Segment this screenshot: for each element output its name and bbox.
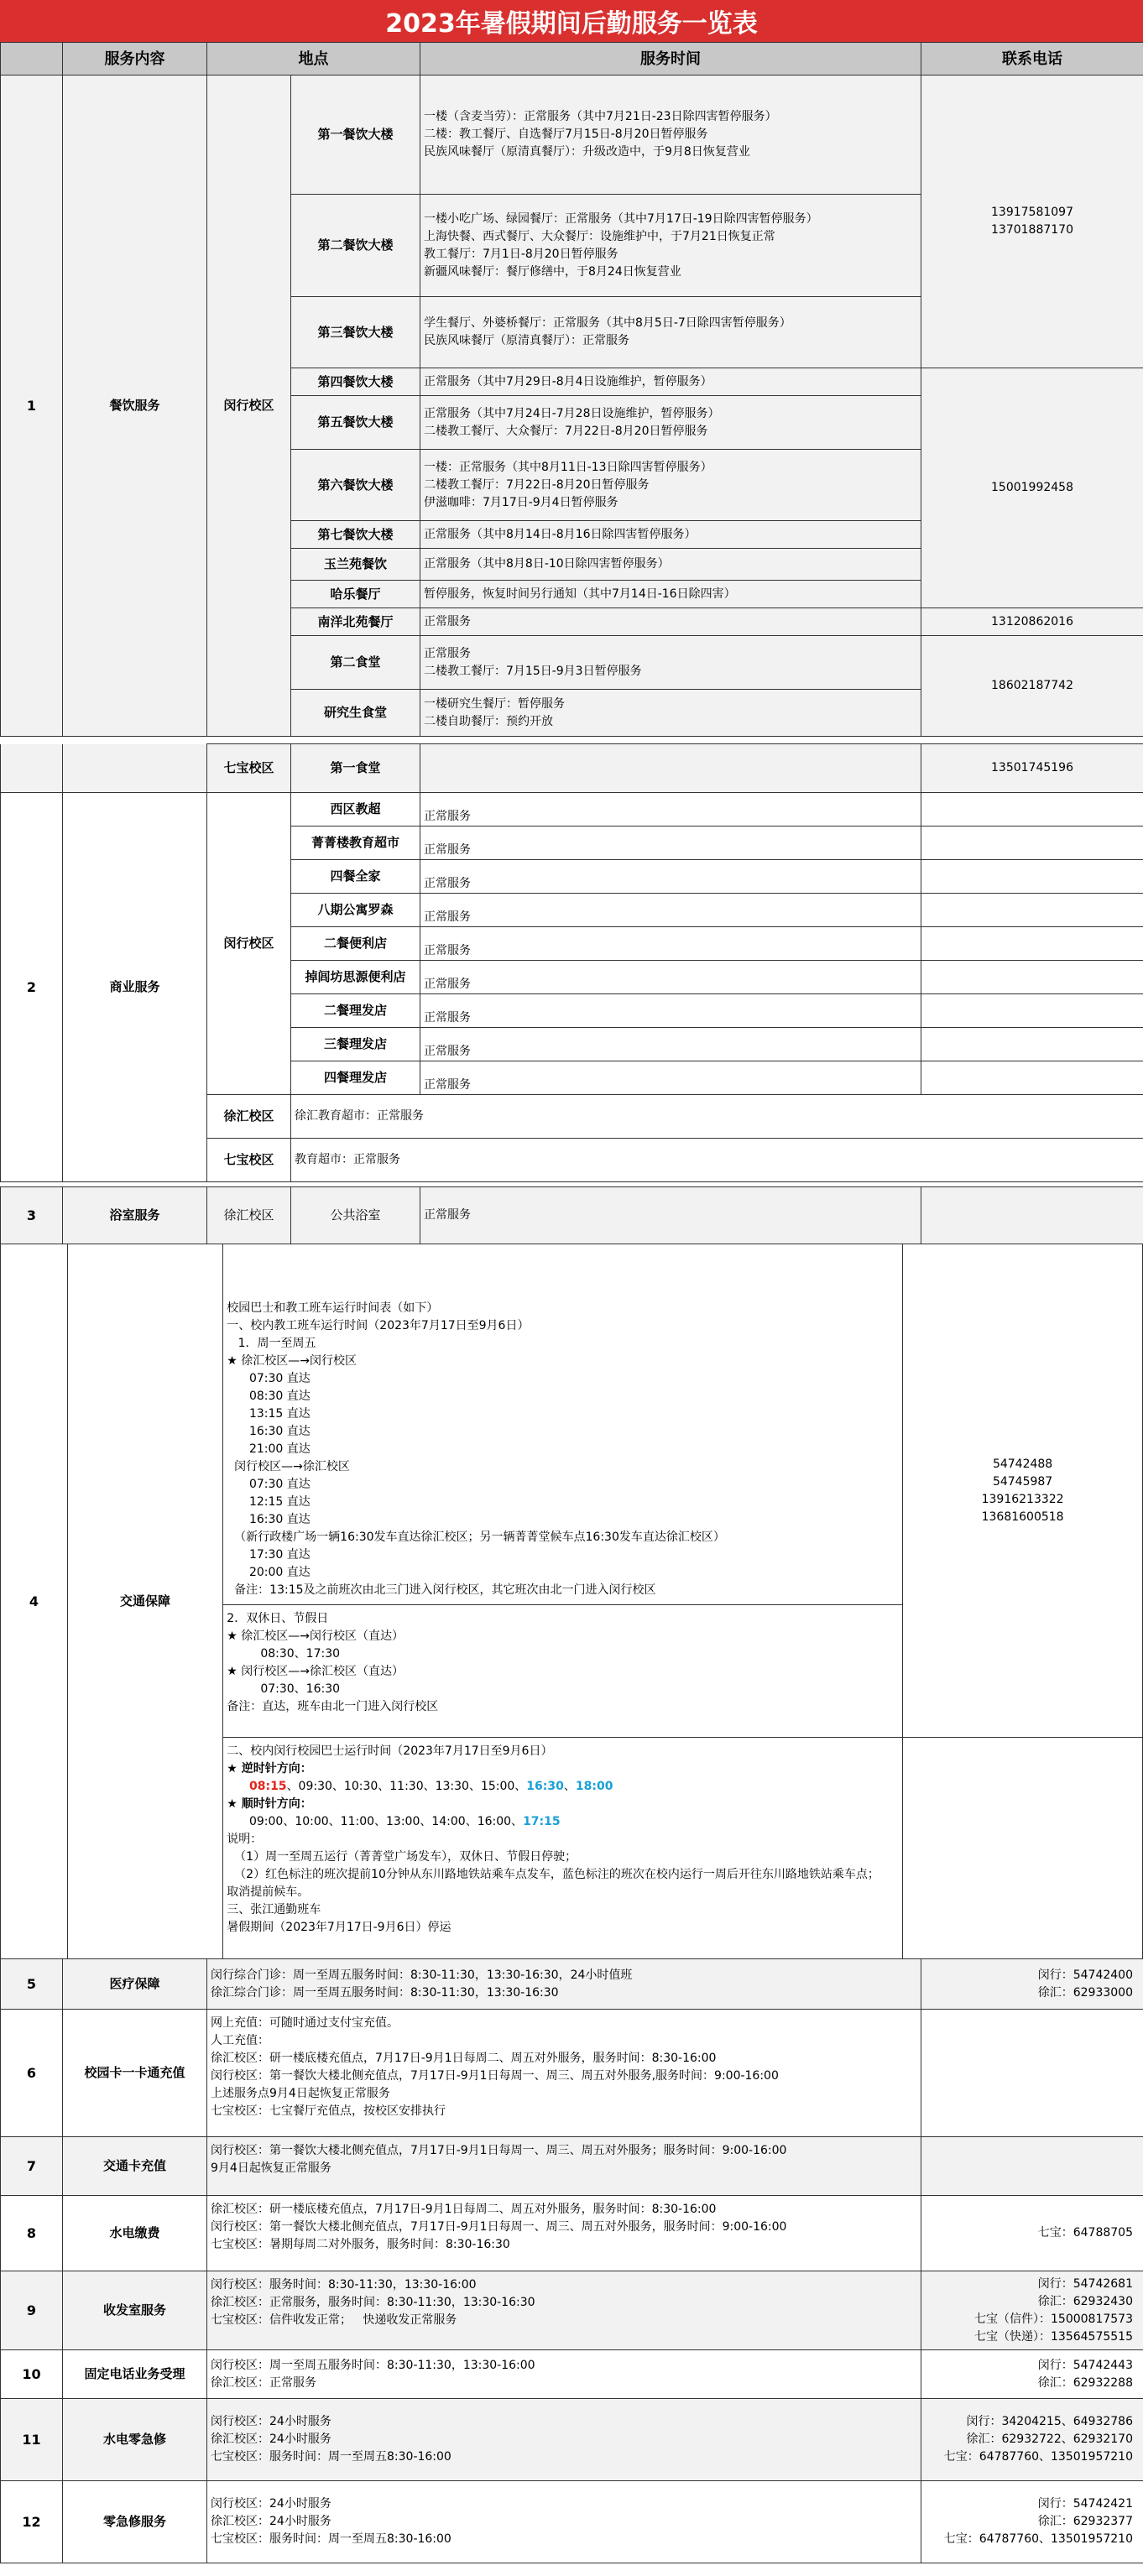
phone-cell: 闵行：54742421 徐汇：62932377 七宝：64787760、13501957210	[921, 2481, 1143, 2563]
table-row	[1, 2350, 1143, 2399]
time-cell: 闵行校区：服务时间：8:30-11:30，13:30-16:00 徐汇校区：正常服务，服务时间：8:30-11:30，13:30-16:30 七宝校区：信件收发正常； 快递收发正常服务	[207, 2271, 921, 2350]
row-category: 交通卡充值	[63, 2137, 207, 2196]
row-number: 9	[1, 2271, 63, 2350]
row-category: 交通保障	[67, 1244, 222, 1959]
phone-cell: 闵行：34204215、64932786 徐汇：62932722、62932170 七宝：64787760、13501957210	[921, 2399, 1143, 2481]
row-category: 零急修服务	[63, 2481, 207, 2563]
campus-bus-schedule	[223, 1738, 903, 1959]
table-row	[1, 2271, 1143, 2350]
location-cell: 第二餐饮大楼	[291, 195, 420, 297]
header-phone: 联系电话	[921, 43, 1143, 76]
time-cell: 正常服务	[420, 961, 921, 994]
row-number: 10	[1, 2350, 63, 2399]
row-number: 3	[1, 1187, 63, 1244]
table-row	[1, 2010, 1143, 2137]
location-cell: 公共浴室	[291, 1187, 420, 1244]
campus-cell: 徐汇校区	[207, 1095, 291, 1139]
bus-schedule-weekday: 校园巴士和教工班车运行时间表（如下） 一、校内教工班车运行时间（2023年7月17日至9月6日） 1．周一至周五 ★ 徐汇校区—→闵行校区 07:30 直达 08:30 直达 13:15 直达 16:30 直达 21:00 直达 闵行校区—→徐汇校区 07:30 直达 12:15 直达 16:30 直达 （新行政楼广场一辆16:30发车直达徐汇校区；另一辆菁菁堂候车点16:30发车直达徐汇校区） 17:30 直达 20:00 直达 备注：13:15及之前班次由北三门进入闵行校区，其它班次由北一门进入闵行校区	[223, 1244, 903, 1605]
location-cell: 南洋北苑餐厅	[291, 608, 420, 636]
location-cell: 四餐理发店	[291, 1061, 420, 1095]
location-cell: 三餐理发店	[291, 1028, 420, 1061]
campus-bus-title: 二、校内闵行校园巴士运行时间（2023年7月17日至9月6日）	[227, 1744, 553, 1758]
header-row	[1, 43, 1143, 76]
table-row	[1, 1244, 1143, 1605]
location-cell: 研究生食堂	[291, 690, 420, 737]
phone-cell	[921, 927, 1143, 961]
location-cell: 第二食堂	[291, 636, 420, 690]
location-cell: 第七餐饮大楼	[291, 521, 420, 549]
phone-cell	[921, 994, 1143, 1028]
location-cell: 第一食堂	[291, 744, 420, 793]
phone-cell	[921, 2010, 1143, 2137]
table-row	[1, 793, 1143, 827]
row-number: 2	[1, 793, 63, 1182]
header-time: 服务时间	[420, 43, 921, 76]
table-row	[1, 76, 1143, 195]
phone-cell: 18602187742	[921, 636, 1143, 737]
row-number: 8	[1, 2196, 63, 2271]
row-category-spacer	[63, 744, 207, 793]
row-category: 餐饮服务	[63, 76, 207, 737]
phone-cell	[921, 961, 1143, 994]
time-cell: 正常服务	[420, 1061, 921, 1095]
location-cell: 二餐理发店	[291, 994, 420, 1028]
time-cell: 正常服务（其中8月14日-8月16日除四害暂停服务）	[420, 521, 921, 549]
phone-cell	[921, 827, 1143, 860]
table-row	[1, 1959, 1143, 2010]
phone-cell: 七宝：64788705	[921, 2196, 1143, 2271]
service-table	[0, 42, 1143, 737]
ccw-times-text: 、09:30、10:30、11:30、13:30、15:00、	[286, 1780, 527, 1793]
time-cell: 正常服务	[420, 894, 921, 927]
phone-cell	[921, 1061, 1143, 1095]
header-content: 服务内容	[63, 43, 207, 76]
bus-notes: 说明： （1）周一至周五运行（菁菁堂广场发车），双休日、节假日停驶； （2）红色标注的班次提前10分钟从东川路地铁站乘车点发车，蓝色标注的班次在校内运行一周后开往东川路地铁站乘车点； 取消提前候车。 三、张江通勤班车 暑假期间（2023年7月17日-9月6日）停运	[227, 1833, 879, 1934]
campus-cell: 闵行校区	[207, 793, 291, 1095]
ccw-red-time: 08:15	[248, 1780, 287, 1793]
time-cell: 正常服务	[420, 1028, 921, 1061]
table-row	[1, 1187, 1143, 1244]
row-category: 水电零急修	[63, 2399, 207, 2481]
phone-cell: 闵行：54742400 徐汇：62933000	[921, 1959, 1143, 2010]
table-row	[1, 2399, 1143, 2481]
row-number: 6	[1, 2010, 63, 2137]
cw-blue-time: 17:15	[523, 1815, 561, 1828]
phone-cell: 13917581097 13701887170	[921, 76, 1143, 368]
row-category: 水电缴费	[63, 2196, 207, 2271]
phone-cell: 闵行：54742681 徐汇：62932430 七宝（信件）：15000817573 七宝（快递）：13564575515	[921, 2271, 1143, 2350]
row-number: 12	[1, 2481, 63, 2563]
time-cell: 闵行校区：24小时服务 徐汇校区：24小时服务 七宝校区：服务时间：周一至周五8:30-16:00	[207, 2399, 921, 2481]
row-category: 校园卡一卡通充值	[63, 2010, 207, 2137]
time-cell: 一楼：正常服务（其中8月11日-13日除四害暂停服务） 二楼教工餐厅：7月22日-8月20日暂停服务 伊滋咖啡：7月17日-9月4日暂停服务	[420, 450, 921, 521]
location-cell: 第四餐饮大楼	[291, 368, 420, 396]
campus-cell: 七宝校区	[207, 744, 291, 793]
table-row	[1, 744, 1143, 793]
time-cell: 正常服务	[420, 1187, 921, 1244]
campus-cell: 七宝校区	[207, 1139, 291, 1182]
time-cell: 正常服务	[420, 608, 921, 636]
service-table-2	[0, 743, 1143, 793]
row-number: 11	[1, 2399, 63, 2481]
time-cell: 一楼小吃广场、绿园餐厅：正常服务（其中7月17日-19日除四害暂停服务） 上海快餐、西式餐厅、大众餐厅：设施维护中，于7月21日恢复正常 教工餐厅：7月1日-8月20日暂停服务 新疆风味餐厅：餐厅修缮中，于8月24日恢复营业	[420, 195, 921, 297]
campus-cell: 闵行校区	[207, 76, 291, 737]
time-cell	[420, 744, 921, 793]
time-cell: 闵行校区：第一餐饮大楼北侧充值点，7月17日-9月1日每周一、周三、周五对外服务；服务时间：9:00-16:00 9月4日起恢复正常服务	[207, 2137, 921, 2196]
time-cell: 暂停服务，恢复时间另行通知（其中7月14日-16日除四害）	[420, 581, 921, 608]
phone-cell: 13501745196	[921, 744, 1143, 793]
time-cell: 徐汇校区：研一楼底楼充值点，7月17日-9月1日每周二、周五对外服务，服务时间：8:30-16:00 闵行校区：第一餐饮大楼北侧充值点，7月17日-9月1日每周一、周三、周五对外服务，服务时间：9:00-16:00 七宝校区：暑期每周二对外服务，服务时间：8:30-16:30	[207, 2196, 921, 2271]
ccw-blue-time-2: 18:00	[575, 1780, 613, 1793]
commerce-table	[0, 792, 1143, 1182]
time-cell: 正常服务	[420, 927, 921, 961]
ccw-blue-time-1: 16:30	[526, 1780, 564, 1793]
phone-cell	[921, 2137, 1143, 2196]
location-cell: 第五餐饮大楼	[291, 396, 420, 450]
cw-times	[227, 1813, 899, 1831]
ccw-sep: 、	[563, 1780, 576, 1793]
time-cell: 正常服务（其中7月24日-7月28日设施维护，暂停服务） 二楼教工餐厅、大众餐厅：7月22日-8月20日暂停服务	[420, 396, 921, 450]
time-cell: 教育超市：正常服务	[291, 1139, 1143, 1182]
location-cell: 菁菁楼教育超市	[291, 827, 420, 860]
table-row	[1, 2196, 1143, 2271]
time-cell: 网上充值：可随时通过支付宝充值。 人工充值： 徐汇校区：研一楼底楼充值点，7月17日-9月1日每周二、周五对外服务，服务时间：8:30-16:00 闵行校区：第一餐饮大楼北侧充值点，7月17日-9月1日每周一、周三、周五对外服务,服务时间：9:00-16:00 上述服务点9月4日起恢复正常服务 七宝校区：七宝餐厅充值点，按校区安排执行	[207, 2010, 921, 2137]
row-category: 收发室服务	[63, 2271, 207, 2350]
location-cell: 玉兰苑餐饮	[291, 549, 420, 581]
ccw-label: ★ 逆时针方向：	[227, 1762, 312, 1776]
time-cell: 正常服务 二楼教工餐厅：7月15日-9月3日暂停服务	[420, 636, 921, 690]
header-location: 地点	[207, 43, 420, 76]
ccw-times	[227, 1778, 899, 1796]
phone-cell	[903, 1738, 1143, 1959]
phone-cell	[921, 1187, 1143, 1244]
phone-cell: 闵行：54742443 徐汇：62932288	[921, 2350, 1143, 2399]
other-services-table	[0, 1958, 1143, 2563]
header-blank	[1, 43, 63, 76]
cw-times-text: 09:00、10:00、11:00、13:00、14:00、16:00、	[248, 1815, 524, 1828]
location-cell: 第一餐饮大楼	[291, 76, 420, 195]
row-category: 医疗保障	[63, 1959, 207, 2010]
location-cell: 二餐便利店	[291, 927, 420, 961]
table-row	[1, 2137, 1143, 2196]
time-cell: 闵行综合门诊：周一至周五服务时间：8:30-11:30，13:30-16:30，24小时值班 徐汇综合门诊：周一至周五服务时间：8:30-11:30，13:30-16:30	[207, 1959, 921, 2010]
location-cell: 哈乐餐厅	[291, 581, 420, 608]
bus-schedule-weekend: 2．双休日、节假日 ★ 徐汇校区—→闵行校区（直达） 08:30、17:30 ★ 闵行校区—→徐汇校区（直达） 07:30、16:30 备注：直达，班车由北一门进入闵行校区	[223, 1605, 903, 1738]
row-number: 7	[1, 2137, 63, 2196]
location-cell: 第六餐饮大楼	[291, 450, 420, 521]
time-cell: 闵行校区：24小时服务 徐汇校区：24小时服务 七宝校区：服务时间：周一至周五8:30-16:00	[207, 2481, 921, 2563]
time-cell: 闵行校区：周一至周五服务时间：8:30-11:30，13:30-16:00 徐汇校区：正常服务	[207, 2350, 921, 2399]
row-category: 固定电话业务受理	[63, 2350, 207, 2399]
time-cell: 徐汇教育超市：正常服务	[291, 1095, 1143, 1139]
bath-table	[0, 1186, 1143, 1244]
location-cell: 八期公寓罗森	[291, 894, 420, 927]
row-number: 4	[1, 1244, 68, 1959]
time-cell: 正常服务	[420, 994, 921, 1028]
time-cell: 正常服务	[420, 793, 921, 827]
time-cell: 学生餐厅、外婆桥餐厅：正常服务（其中8月5日-7日除四害暂停服务） 民族风味餐厅（原清真餐厅）：正常服务	[420, 297, 921, 368]
page-title: 2023年暑假期间后勤服务一览表	[0, 0, 1143, 42]
time-cell: 一楼研究生餐厅：暂停服务 二楼自助餐厅：预约开放	[420, 690, 921, 737]
table-row	[1, 2481, 1143, 2563]
transport-table	[0, 1244, 1143, 1959]
phone-cell	[921, 860, 1143, 894]
campus-cell: 徐汇校区	[207, 1187, 291, 1244]
time-cell: 正常服务	[420, 860, 921, 894]
row-category: 浴室服务	[63, 1187, 207, 1244]
time-cell: 正常服务（其中7月29日-8月4日设施维护，暂停服务）	[420, 368, 921, 396]
phone-cell: 13120862016	[921, 608, 1143, 636]
phone-cell	[921, 894, 1143, 927]
phone-cell	[921, 1028, 1143, 1061]
time-cell: 正常服务（其中8月8日-10日除四害暂停服务）	[420, 549, 921, 581]
time-cell: 正常服务	[420, 827, 921, 860]
phone-cell: 15001992458	[921, 368, 1143, 608]
time-cell: 一楼（含麦当劳）：正常服务（其中7月21日-23日除四害暂停服务） 二楼：教工餐厅、自选餐厅7月15日-8月20日暂停服务 民族风味餐厅（原清真餐厅）：升级改造中，于9月8日恢复营业	[420, 76, 921, 195]
row-number: 5	[1, 1959, 63, 2010]
location-cell: 四餐全家	[291, 860, 420, 894]
location-cell: 西区教超	[291, 793, 420, 827]
phone-cell: 54742488 54745987 13916213322 13681600518	[903, 1244, 1143, 1738]
location-cell: 第三餐饮大楼	[291, 297, 420, 368]
row-number-spacer	[1, 744, 63, 793]
phone-cell	[921, 793, 1143, 827]
location-cell: 掉闾坊思源便利店	[291, 961, 420, 994]
row-category: 商业服务	[63, 793, 207, 1182]
row-number: 1	[1, 76, 63, 737]
cw-label: ★ 顺时针方向：	[227, 1797, 312, 1811]
